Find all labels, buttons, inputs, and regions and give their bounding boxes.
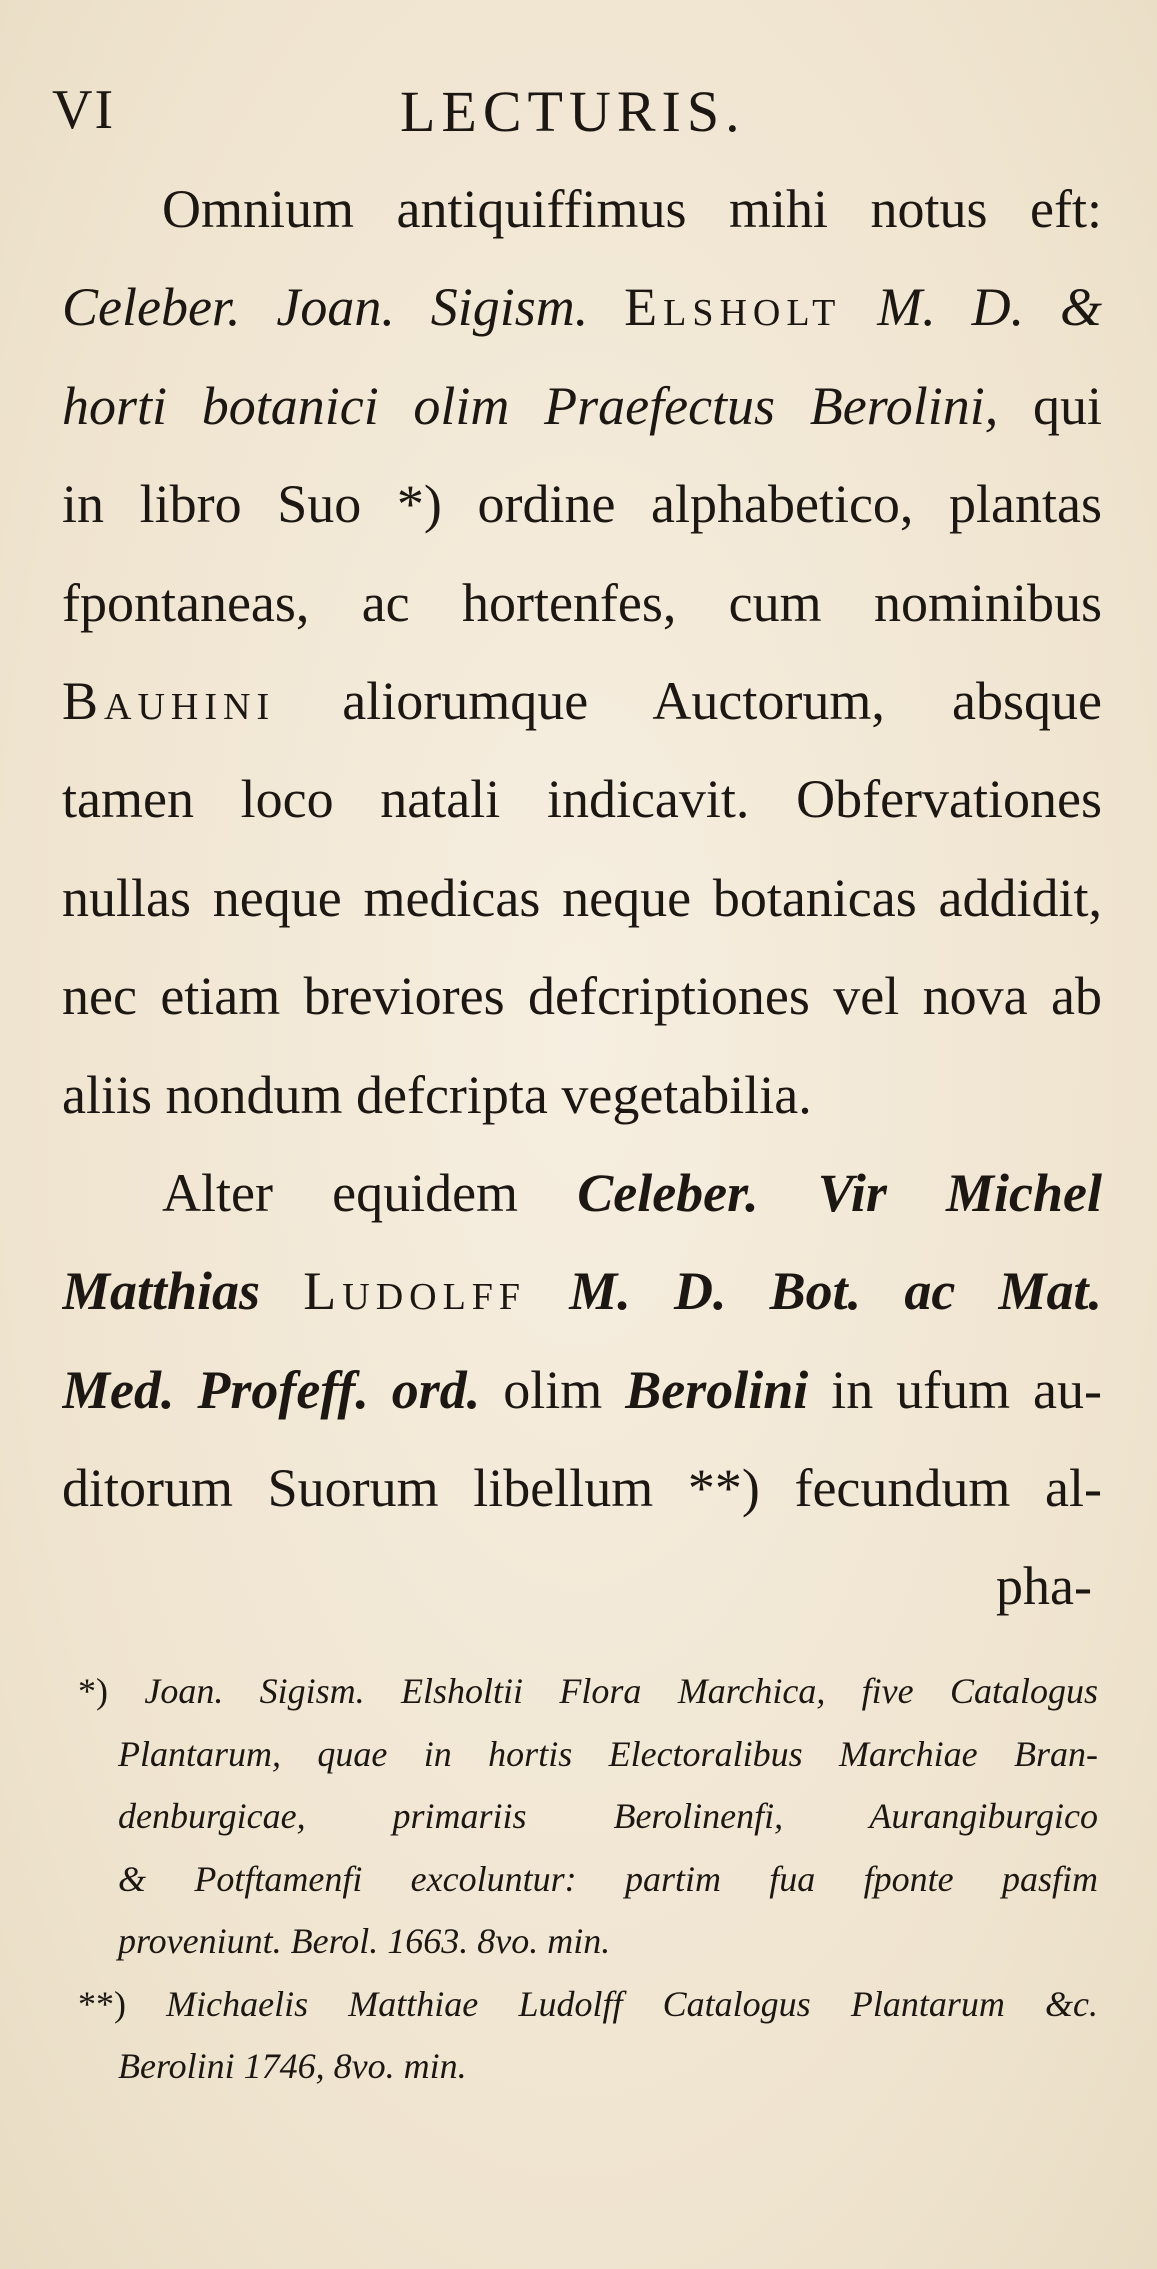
footnote-2: **) Michaelis Matthiae Ludolff Catalogus Plantarum &c. <box>78 1983 1098 2024</box>
footnotes <box>78 1660 1098 2098</box>
footnote-line: denburgicae, primariis Berolinenfi, Aurangiburgico <box>118 1796 1098 1836</box>
text-line: Omnium antiquiffimus mihi notus eft: <box>162 179 1102 239</box>
page-header <box>40 70 1120 150</box>
footnote-line: & Potftamenfi excoluntur: partim fua fponte pasfim <box>118 1858 1098 1899</box>
text-line: ditorum Suorum libellum **) fecundum al- <box>62 1458 1102 1519</box>
footnote-line: Plantarum, quae in hortis Electoralibus Marchiae Bran- <box>118 1733 1098 1774</box>
text-line: Med. Profeff. ord. olim Berolini in ufum au- <box>62 1359 1102 1420</box>
footnote-line: proveniunt. Berol. 1663. 8vo. min. <box>118 1921 611 1961</box>
text-line: horti botanici olim Praefectus Berolini, qui <box>62 375 1102 436</box>
text-line: tamen loco natali indicavit. Obfervationes <box>62 769 1102 830</box>
text-line: aliis nondum defcripta vegetabilia. <box>62 1064 812 1125</box>
text-line: fpontaneas, ac hortenfes, cum nominibus <box>62 572 1102 633</box>
text-line: Alter equidem Celeber. Vir Michel <box>162 1162 1102 1223</box>
footnote-1: *) Joan. Sigism. Elsholtii Flora Marchica, five Catalogus <box>78 1671 1098 1711</box>
text-line: Celeber. Joan. Sigism. Elsholt M. D. & <box>62 277 1102 338</box>
text-line: Matthias Ludolff M. D. Bot. ac Mat. <box>62 1261 1102 1322</box>
page-number: VI <box>52 79 116 141</box>
footnote-marker: **) <box>78 1983 126 2024</box>
author-name: Ludolff <box>303 1261 527 1322</box>
text-line: Bauhini aliorumque Auctorum, absque <box>62 670 1102 731</box>
author-name: Bauhini <box>62 670 276 731</box>
catchword: pha- <box>996 1556 1092 1617</box>
main-text <box>62 160 1102 1636</box>
author-name: Elsholt <box>624 277 842 338</box>
text-line: in libro Suo *) ordine alphabetico, plantas <box>62 474 1102 535</box>
text-line: nec etiam breviores defcriptiones vel nova ab <box>62 966 1102 1027</box>
running-title: LECTURIS. <box>400 79 746 144</box>
footnote-line: Berolini 1746, 8vo. min. <box>118 2046 467 2086</box>
text-line: nullas neque medicas neque botanicas addidit, <box>62 867 1102 928</box>
footnote-marker: *) <box>78 1671 108 1711</box>
